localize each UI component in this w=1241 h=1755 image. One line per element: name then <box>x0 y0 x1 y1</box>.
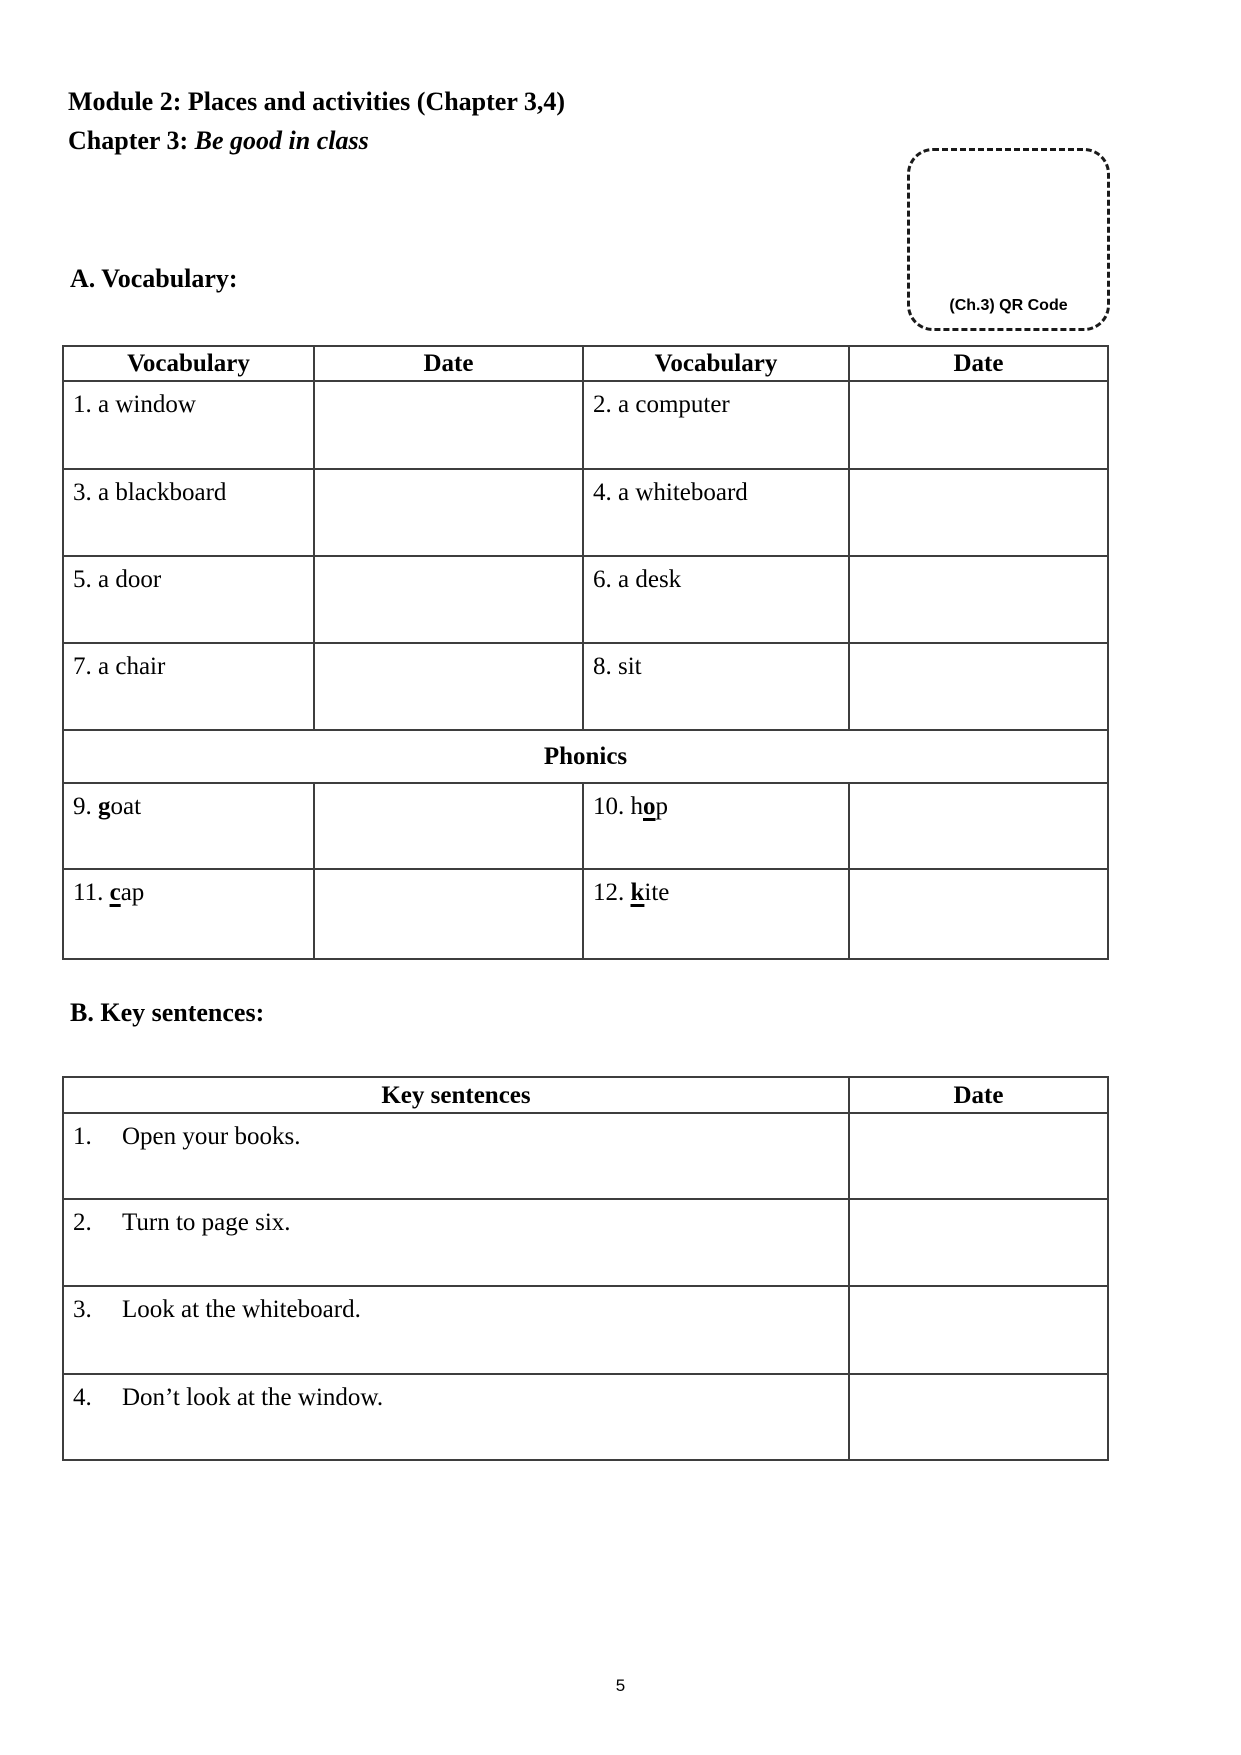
phonics-word-pre: 9. <box>73 793 98 820</box>
key-sentence-4 <box>63 1374 849 1460</box>
phonics-word-post: oat <box>110 793 142 820</box>
phonics-banner-row <box>63 730 1108 783</box>
phonics-letter-underlined: k <box>630 879 645 906</box>
date-cell-empty <box>314 381 583 469</box>
phonics-item-10 <box>583 783 849 869</box>
phonics-letter-underlined: c <box>109 879 121 906</box>
key-sentences-header-row <box>63 1077 1108 1113</box>
phonics-word-post: p <box>655 793 668 820</box>
sentence-text: Look at the whiteboard. <box>122 1296 361 1323</box>
sentence-number: 4. <box>73 1384 92 1411</box>
date-cell-empty <box>314 869 583 959</box>
date-cell-empty <box>849 643 1108 730</box>
phonics-item-12 <box>583 869 849 959</box>
section-a-heading: A. Vocabulary: <box>70 264 238 293</box>
phonics-letter-underlined: g <box>98 793 111 820</box>
vocab-item-7: 7. a chair <box>63 643 314 730</box>
vocab-row-3-4 <box>63 469 1108 556</box>
sentence-text: Don’t look at the window. <box>122 1384 384 1411</box>
chapter-name: Be good in class <box>194 126 369 155</box>
phonics-letter-underlined: o <box>643 793 656 820</box>
date-cell-empty <box>849 469 1108 556</box>
date-cell-empty <box>849 1374 1108 1460</box>
date-cell-empty <box>314 783 583 869</box>
key-sentences-table <box>62 1076 1109 1461</box>
date-cell-empty <box>314 643 583 730</box>
phonics-banner: Phonics <box>63 730 1108 783</box>
key-sentence-3 <box>63 1286 849 1374</box>
date-header-left: Date <box>314 346 583 381</box>
phonics-word-post: ap <box>120 879 145 906</box>
title-line-2 <box>68 121 565 160</box>
vocab-row-7-8 <box>63 643 1108 730</box>
phonics-item-11 <box>63 869 314 959</box>
phonics-item-9 <box>63 783 314 869</box>
date-cell-empty <box>849 1199 1108 1286</box>
vocab-item-5: 5. a door <box>63 556 314 643</box>
sentence-number: 3. <box>73 1296 92 1323</box>
date-cell-empty <box>314 469 583 556</box>
vocab-item-8: 8. sit <box>583 643 849 730</box>
phonics-word-pre: 12. <box>593 879 631 906</box>
chapter-label: Chapter 3: <box>68 126 195 155</box>
sentence-number: 1. <box>73 1123 92 1150</box>
vocabulary-table <box>62 345 1109 960</box>
sentence-number: 2. <box>73 1209 92 1236</box>
key-sentence-1 <box>63 1113 849 1199</box>
key-sentence-2 <box>63 1199 849 1286</box>
vocab-row-5-6 <box>63 556 1108 643</box>
date-header: Date <box>849 1077 1108 1113</box>
document-title <box>68 82 565 160</box>
date-cell-empty <box>849 783 1108 869</box>
vocab-header-left: Vocabulary <box>63 346 314 381</box>
phonics-word-pre: 10. h <box>593 793 643 820</box>
date-cell-empty <box>849 1113 1108 1199</box>
qr-code-label: (Ch.3) QR Code <box>949 297 1068 314</box>
vocabulary-table-header-row <box>63 346 1108 381</box>
qr-code-placeholder-box <box>907 148 1110 331</box>
phonics-row-9-10 <box>63 783 1108 869</box>
date-header-right: Date <box>849 346 1108 381</box>
vocab-row-1-2 <box>63 381 1108 469</box>
date-cell-empty <box>849 381 1108 469</box>
title-line-1: Module 2: Places and activities (Chapter 3,4) <box>68 87 566 116</box>
section-b-heading: B. Key sentences: <box>70 998 265 1027</box>
sentence-text: Turn to page six. <box>122 1209 291 1236</box>
date-cell-empty <box>849 869 1108 959</box>
key-sentence-row-2 <box>63 1199 1108 1286</box>
date-cell-empty <box>314 556 583 643</box>
phonics-word-pre: 11. <box>73 879 110 906</box>
phonics-word-post: ite <box>644 879 670 906</box>
vocab-header-right: Vocabulary <box>583 346 849 381</box>
date-cell-empty <box>849 1286 1108 1374</box>
vocab-item-2: 2. a computer <box>583 381 849 469</box>
page-number: 5 <box>615 1676 626 1695</box>
date-cell-empty <box>849 556 1108 643</box>
key-sentence-row-4 <box>63 1374 1108 1460</box>
vocab-item-4: 4. a whiteboard <box>583 469 849 556</box>
key-sentence-row-3 <box>63 1286 1108 1374</box>
phonics-row-11-12 <box>63 869 1108 959</box>
vocab-item-3: 3. a blackboard <box>63 469 314 556</box>
sentence-text: Open your books. <box>122 1123 301 1150</box>
key-sentence-row-1 <box>63 1113 1108 1199</box>
vocab-item-6: 6. a desk <box>583 556 849 643</box>
vocab-item-1: 1. a window <box>63 381 314 469</box>
key-sentences-header: Key sentences <box>63 1077 849 1113</box>
